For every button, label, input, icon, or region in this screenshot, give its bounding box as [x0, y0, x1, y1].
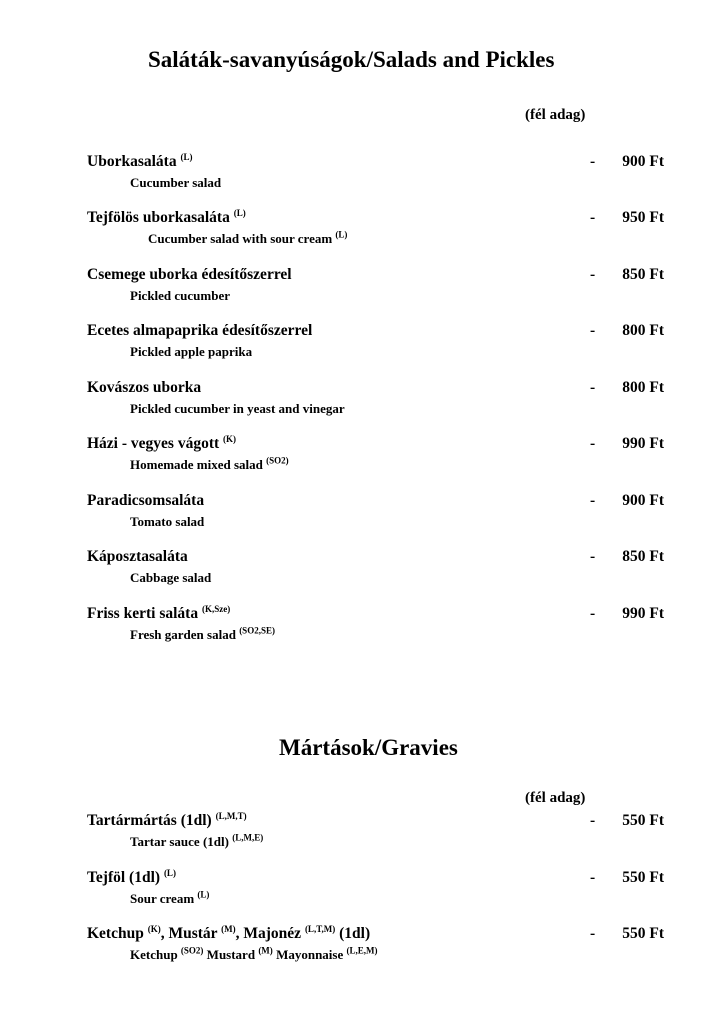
menu-item-price: 800 Ft [622, 379, 664, 396]
menu-item-name: Ecetes almapaprika édesítőszerrel [87, 322, 313, 339]
menu-item-translation: Pickled cucumber [130, 288, 231, 303]
section-title-gravies: Mártások/Gravies [279, 735, 458, 760]
portion-note: (fél adag) [525, 790, 586, 806]
menu-item-price: 990 Ft [622, 605, 664, 622]
menu-item-name: Csemege uborka édesítőszerrel [87, 266, 292, 283]
menu-item-translation: Cucumber salad [130, 175, 222, 190]
menu-item-translation: Ketchup $^{(SO2)}$ Mustard $^{(M)}$ Mayonnaise $^{(L,E,M)}$ [130, 945, 378, 962]
price-dash: - [590, 869, 596, 886]
menu-item-name: Káposztasaláta [87, 548, 188, 565]
menu-item-name: Uborkasaláta $^{(L)}$ [87, 151, 193, 170]
price-dash: - [590, 605, 596, 622]
menu-item-price: 900 Ft [622, 153, 664, 170]
menu-item-translation: Pickled cucumber in yeast and vinegar [130, 401, 345, 416]
menu-item-price: 550 Ft [622, 812, 664, 829]
price-dash: - [590, 548, 596, 565]
menu-item-price: 900 Ft [622, 492, 664, 509]
price-dash: - [590, 266, 596, 283]
menu-item-price: 550 Ft [622, 869, 664, 886]
menu-item-translation: Sour cream $^{(L)}$ [130, 889, 210, 906]
price-dash: - [590, 322, 596, 339]
menu-item-translation: Tomato salad [130, 514, 205, 529]
price-dash: - [590, 435, 596, 452]
price-dash: - [590, 812, 596, 829]
menu-item-name: Ketchup $^{(K)}$, Mustár $^{(M)}$, Majonéz $^{(L,T,M)}$ (1dl) [87, 923, 371, 942]
menu-item-price: 950 Ft [622, 209, 664, 226]
menu-item-translation: Homemade mixed salad $^{(SO2)}$ [130, 455, 289, 472]
menu-item-name: Házi - vegyes vágott $^{(K)}$ [87, 433, 237, 452]
section-title-salads: Saláták-savanyúságok/Salads and Pickles [148, 47, 555, 72]
price-dash: - [590, 925, 596, 942]
menu-item-name: Paradicsomsaláta [87, 492, 205, 509]
menu-item-translation: Fresh garden salad $^{(SO2,SE)}$ [130, 625, 275, 642]
price-dash: - [590, 492, 596, 509]
menu-item-price: 800 Ft [622, 322, 664, 339]
menu-item-name: Friss kerti saláta $^{(K,Sze)}$ [87, 603, 231, 622]
menu-item-price: 850 Ft [622, 548, 664, 565]
menu-item-price: 990 Ft [622, 435, 664, 452]
price-dash: - [590, 209, 596, 226]
price-dash: - [590, 379, 596, 396]
menu-item-name: Kovászos uborka [87, 379, 202, 396]
menu-item-translation: Tartar sauce (1dl) $^{(L,M,E)}$ [130, 832, 264, 849]
menu-item-name: Tejfölös uborkasaláta $^{(L)}$ [87, 207, 246, 226]
menu-item-translation: Cabbage salad [130, 570, 212, 585]
menu-item-name: Tartármártás (1dl) $^{(L,M,T)}$ [87, 810, 247, 829]
menu-item-price: 850 Ft [622, 266, 664, 283]
price-dash: - [590, 153, 596, 170]
portion-note: (fél adag) [525, 107, 586, 123]
menu-item-translation: Pickled apple paprika [130, 344, 253, 359]
menu-item-name: Tejföl (1dl) $^{(L)}$ [87, 867, 176, 886]
menu-item-translation: Cucumber salad with sour cream $^{(L)}$ [148, 229, 348, 246]
menu-item-price: 550 Ft [622, 925, 664, 942]
